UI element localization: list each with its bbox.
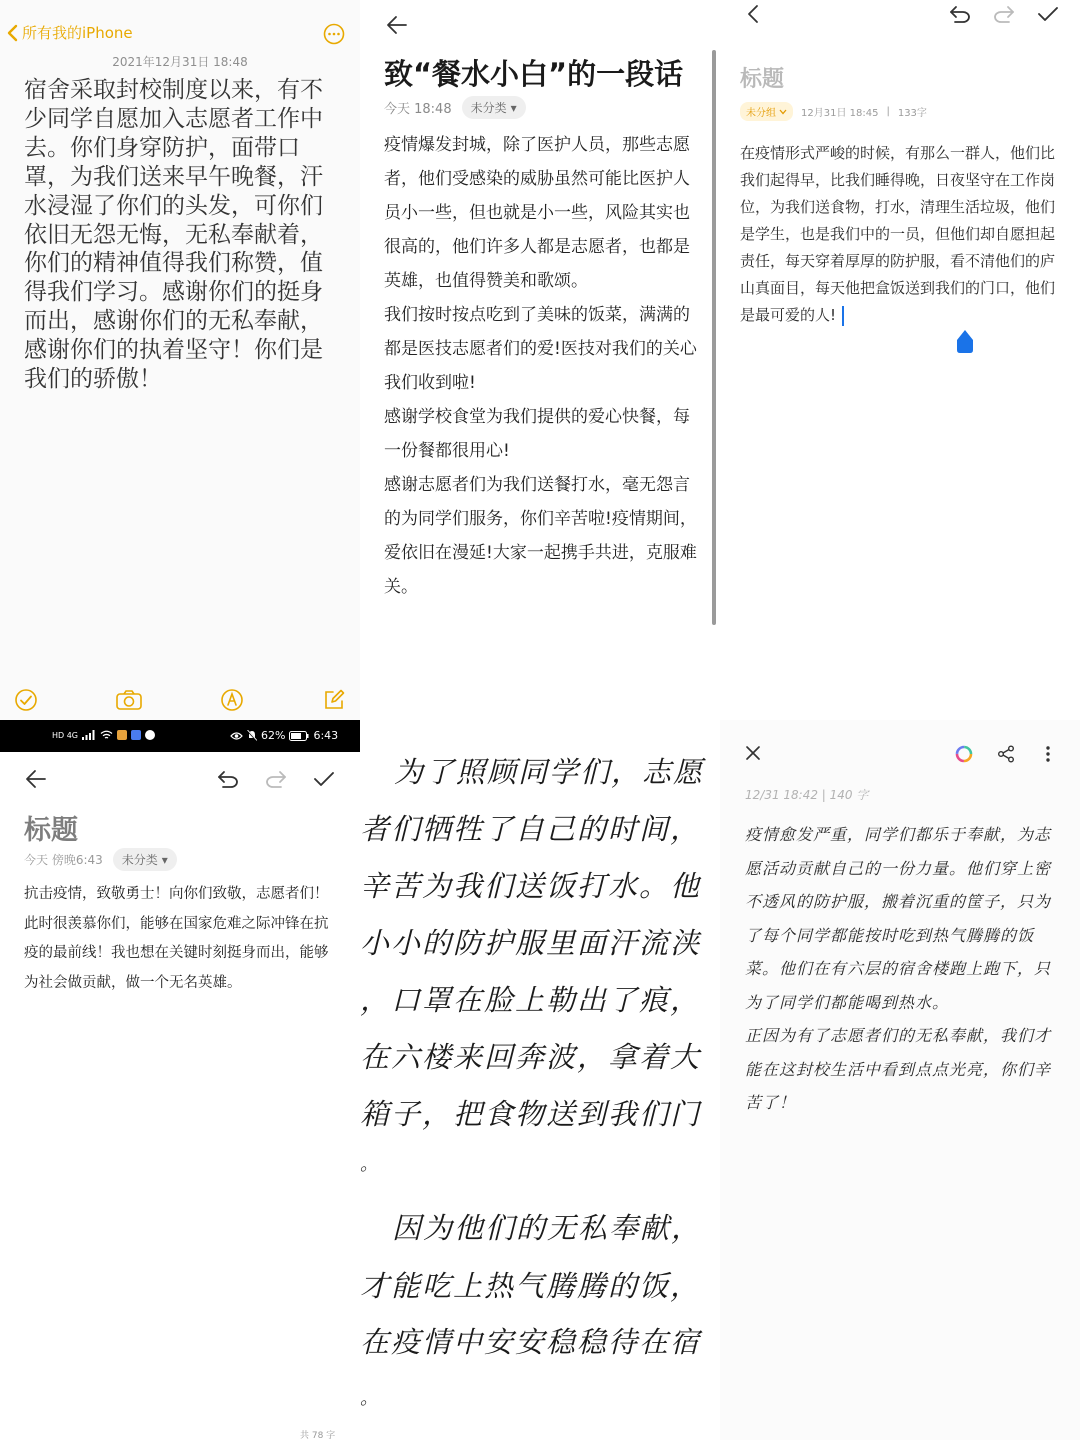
group-label: 未分组 xyxy=(746,108,776,119)
chevron-left-icon xyxy=(6,24,18,42)
paragraph: 疫情爆发封城，除了医护人员，那些志愿者，他们受感染的威胁虽然可能比医护人员小一些，但也就是小一些，风险其实也很高的，他们许多人都是志愿者，也都是英雄，也值得赞美和歌颂。 xyxy=(384,135,690,291)
caret-down-icon: ▾ xyxy=(161,852,168,867)
undo-icon xyxy=(948,4,972,24)
handwriting-line: 。 xyxy=(360,1388,380,1409)
word-count: 共 78 字 xyxy=(300,1431,336,1440)
handwriting-line: ，口罩在脸上勒出了痕， xyxy=(360,983,702,1017)
checkmark-icon xyxy=(313,770,335,788)
app-notification-icon xyxy=(145,730,155,740)
color-theme-button[interactable] xyxy=(952,742,976,766)
app-notification-icon xyxy=(117,730,127,740)
undo-button[interactable] xyxy=(946,2,974,26)
handwritten-note xyxy=(360,720,720,1440)
note-meta: 12/31 18:42 | 140 字 xyxy=(745,788,869,802)
category-label: 未分类 xyxy=(121,853,158,867)
share-button[interactable] xyxy=(994,742,1018,766)
handwriting-line: 才能吃上热气腾腾的饭， xyxy=(360,1269,702,1303)
note-title[interactable]: 标题 xyxy=(740,67,785,92)
handwriting-line: 箱子，把食物送到我们门 xyxy=(360,1097,702,1131)
close-button[interactable] xyxy=(742,742,764,764)
network-label: HD 4G xyxy=(52,730,79,740)
ellipsis-circle-icon xyxy=(323,23,345,45)
checklist-button[interactable] xyxy=(12,686,40,714)
body-text: 在疫情形式严峻的时候，有那么一群人，他们比我们起得早，比我们睡得晚，日夜坚守在工作岗位，为我们送食物，打水，清理生活垃圾，他们是学生，也是我们中的一员，但他们却自愿担起责任，每天穿着厚厚的防护服，看不清他们的庐山真面目，每天他把盒饭送到我们的门口，他们是最可爱的人! xyxy=(740,144,1056,324)
note-date: 12月31日 18:45 xyxy=(801,108,879,119)
more-options-button[interactable] xyxy=(1036,742,1060,766)
undo-button[interactable] xyxy=(214,766,242,792)
category-dropdown[interactable] xyxy=(113,848,177,871)
done-button[interactable] xyxy=(310,766,338,792)
eye-icon xyxy=(230,731,243,741)
note-body[interactable]: 抗击疫情，致敬勇士！向你们致敬，志愿者们！此时很羡慕你们，能够在国家危难之际冲锋在抗疫的最前线！我也想在关键时刻挺身而出，能够为社会做贡献，做一个无名英雄。 xyxy=(24,886,329,991)
handwriting-line: 辛苦为我们送饭打水。他 xyxy=(360,869,702,903)
text-cursor xyxy=(842,306,844,326)
note-meta xyxy=(24,848,177,871)
note-meta xyxy=(384,96,526,119)
status-bar xyxy=(0,720,360,752)
note-body[interactable]: 宿舍采取封校制度以来，有不少同学自愿加入志愿者工作中去。你们身穿防护，面带口罩，为我们送来早午晚餐，汗水浸湿了你们的头发，可你们依旧无怨无悔，无私奉献着，你们的精神值得我们称赞，值得我们学习。感谢你们的挺身而出，感谢你们的无私奉献，感谢你们的执着坚守！你们是我们的骄傲！ xyxy=(24,77,323,393)
notes-panel-document xyxy=(360,0,720,720)
chevron-down-icon xyxy=(779,109,787,115)
paragraph: 我们按时按点吃到了美味的饭菜，满满的都是医技志愿者们的爱!医技对我们的关心我们收到啦! xyxy=(384,305,697,393)
redo-button[interactable] xyxy=(262,766,290,792)
notes-panel-handwriting-font xyxy=(720,720,1080,1440)
checkmark-icon xyxy=(1037,5,1059,23)
battery-percent: 62% xyxy=(261,729,286,742)
scrollbar[interactable] xyxy=(712,50,716,625)
back-button[interactable] xyxy=(384,12,410,38)
wifi-icon xyxy=(100,730,113,740)
chevron-left-icon xyxy=(747,4,759,24)
handwriting-line: 因为他们的无私奉献， xyxy=(392,1211,703,1245)
note-time: 今天 18:48 xyxy=(384,102,452,117)
undo-icon xyxy=(216,769,240,789)
clock: 6:43 xyxy=(313,729,339,742)
group-dropdown[interactable] xyxy=(740,102,793,121)
note-time: 今天 傍晚6:43 xyxy=(24,853,103,867)
selection-handle[interactable] xyxy=(955,328,975,354)
color-wheel-icon xyxy=(955,745,973,763)
back-label: 所有我的iPhone xyxy=(22,24,133,42)
more-options-button[interactable] xyxy=(322,22,346,46)
battery-icon xyxy=(289,731,309,741)
checklist-icon xyxy=(14,688,38,712)
note-title[interactable]: 致“餐水小白”的一段话 xyxy=(384,57,684,91)
redo-icon xyxy=(264,769,288,789)
bottom-toolbar xyxy=(0,682,360,716)
compose-icon xyxy=(322,688,346,712)
handwriting-line: 在疫情中安安稳稳待在宿 xyxy=(360,1325,702,1359)
handwriting-line: 者们牺牲了自己的时间， xyxy=(360,812,702,846)
arrow-left-icon xyxy=(386,15,408,35)
more-vertical-icon xyxy=(1045,745,1051,763)
note-meta xyxy=(740,102,927,121)
note-title[interactable]: 标题 xyxy=(24,815,78,846)
handwriting-line: 小小的防护服里面汗流浃 xyxy=(360,926,702,960)
app-notification-icon xyxy=(131,730,141,740)
compose-button[interactable] xyxy=(320,686,348,714)
markup-icon xyxy=(220,688,244,712)
camera-icon xyxy=(115,688,143,712)
paragraph: 感谢志愿者们为我们送餐打水，毫无怨言的为同学们服务，你们辛苦啦!疫情期间，爱依旧在漫延!大家一起携手共进，克服难关。 xyxy=(384,475,697,597)
markup-button[interactable] xyxy=(218,686,246,714)
back-button[interactable] xyxy=(742,2,764,26)
divider: | xyxy=(886,106,890,117)
paragraph: 感谢学校食堂为我们提供的爱心快餐，每一份餐都很用心! xyxy=(384,407,690,461)
mute-icon xyxy=(247,730,257,741)
word-count: 133字 xyxy=(897,108,927,119)
caret-down-icon: ▾ xyxy=(510,100,517,115)
back-button[interactable] xyxy=(22,766,50,792)
category-label: 未分类 xyxy=(470,101,507,115)
back-button[interactable] xyxy=(6,22,133,43)
signal-icon xyxy=(82,730,96,740)
done-button[interactable] xyxy=(1034,2,1062,26)
note-body[interactable]: 疫情愈发严重，同学们都乐于奉献，为志愿活动贡献自己的一份力量。他们穿上密不透风的防护服，搬着沉重的筐子，只为了每个同学都能按时吃到热气腾腾的饭菜。他们在有六层的宿舍楼跑上跑下，只为了同学们都能喝到热水。 正因为有了志愿者们的无私奉献，我们才能在这封校生活中看到点点光亮，你们辛苦了！ xyxy=(745,825,1052,1112)
notes-panel-iphone xyxy=(0,0,360,720)
handwriting-line: 。 xyxy=(360,1154,380,1175)
share-icon xyxy=(997,745,1015,763)
notes-panel-editor xyxy=(720,0,1080,720)
close-icon xyxy=(745,745,761,761)
handwriting-line: 在六楼来回奔波，拿着大 xyxy=(360,1040,702,1074)
redo-button[interactable] xyxy=(990,2,1018,26)
note-date: 2021年12月31日 18:48 xyxy=(112,55,248,69)
camera-button[interactable] xyxy=(114,686,144,714)
note-body[interactable] xyxy=(740,140,1062,329)
arrow-left-icon xyxy=(25,769,47,789)
notes-panel-android xyxy=(0,720,360,1440)
redo-icon xyxy=(992,4,1016,24)
handwriting-line: 为了照顾同学们，志愿 xyxy=(394,755,705,789)
note-body[interactable] xyxy=(384,128,700,604)
category-dropdown[interactable] xyxy=(462,96,526,119)
